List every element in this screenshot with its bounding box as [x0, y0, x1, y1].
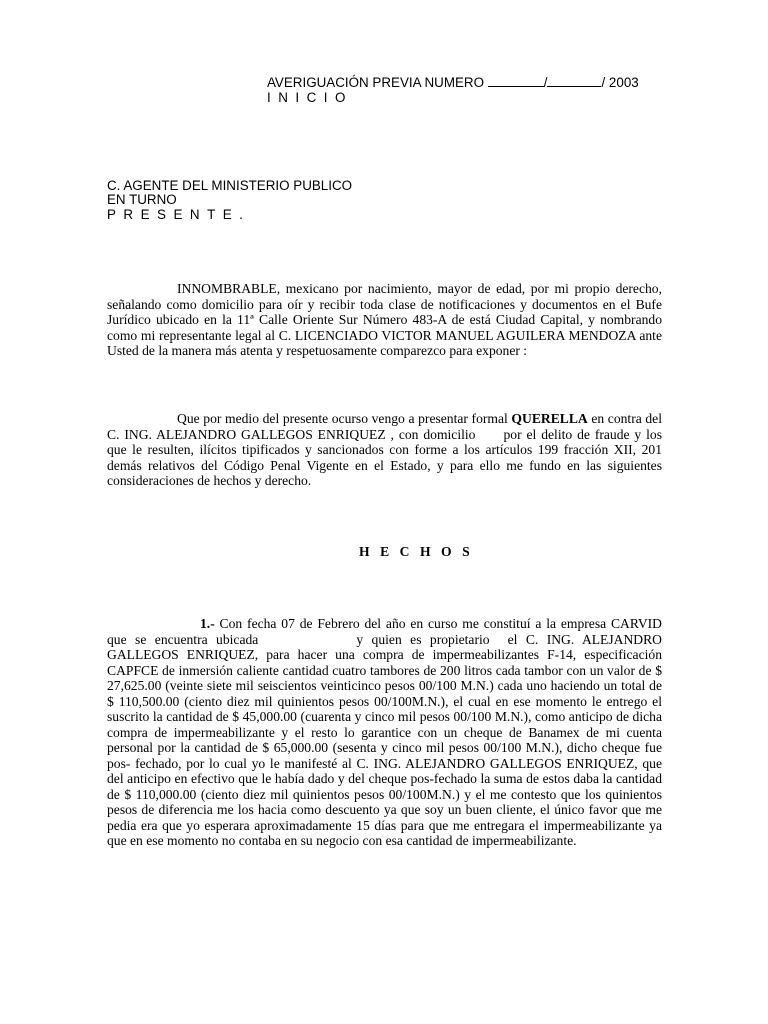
complaint-text-a: Que por medio del presente ocurso vengo a presentar formal [177, 411, 512, 426]
fact-text-c: el C. ING. ALEJANDRO GALLEGOS ENRIQUEZ, para hacer una compra de impermeabilizantes F-14, especificación CAPFCE de inmersión caliente cantidad cuatro tambores de 200 litros cada tambor con un valor de $ 27,625.00 (veinte siete mil seiscientos veinticinco pesos 00/100 M.N.) cada uno haciendo un total de $ 110,500.00 (ciento diez mil quinientos pesos 00/100M.N.), el cual en ese momento le entrego el suscrito la cantidad de $ 45,000.00 (cuarenta y cinco mil pesos 00/100 M.N.), como anticipo de dicha compra de impermeabilizante y el resto lo garantice con un cheque de Banamex de mi cuenta personal por la cantidad de $ 65,000.00 (sesenta y cinco mil pesos 00/100 M.N.), dicho cheque fue pos- fechado, por lo cual yo le manifesté al C. ING. ALEJANDRO GALLEGOS ENRIQUEZ, que del anticipo en efectivo que le había dado y del cheque pos-fechado la suma de estos daba la cantidad de $ 110,000.00 (ciento diez mil quinientos pesos 00/100M.N.) y el me contesto que los quinientos pesos de diferencia me los hacia como descuento ya que soy un buen cliente, el único favor que me pedia era que yo esperara aproximadamente 15 días para que me entregara el impermeabilizante ya que en ese momento no contaba en su negocio con esa cantidad de impermeabilizante. [107, 631, 662, 848]
fact-1-paragraph [107, 616, 662, 849]
case-number-blank-2 [547, 75, 601, 87]
fact-number: 1.- [200, 616, 215, 631]
intro-paragraph [107, 281, 662, 359]
addressee-line-2: EN TURNO [107, 192, 177, 207]
case-label: AVERIGUACIÓN PREVIA NUMERO [267, 75, 485, 90]
case-number-line [267, 75, 639, 90]
fact-text-b: y quien es propietario [356, 631, 490, 647]
intro-text: , mexicano por nacimiento, mayor de edad, por mi propio derecho, señalando como domicilio para oír y recibir toda clase de notificaciones y documentos en el Bufe Jurídico ubicado en la 11ª Calle Oriente Sur Número 483-A de está Ciudad Capital, y nombrando como mi representante legal al C. LICENCIADO VICTOR MANUEL AGUILERA MENDOZA ante Usted de la manera más atenta y respetuosamente comparezco para exponer : [107, 281, 662, 358]
fact-text-a: Con fecha 07 de Febrero del año en curso me constituí a la empresa CARVID que se encuentra ubicada [107, 616, 662, 647]
complaint-text-c: por el delito de fraude y los que le resulten, ilícitos tipificados y sancionados con forme a los artículos 199 fracción XII, 201 demás relativos del Código Penal Vigente en el Estado, y para ello me fundo en las siguientes consideraciones de hechos y derecho. [107, 426, 662, 488]
case-separator: / [543, 75, 548, 90]
complainant-name: INNOMBRABLE [177, 281, 277, 296]
case-number-blank-1 [488, 75, 544, 87]
case-year: / 2003 [601, 75, 639, 90]
querella-keyword: QUERELLA [511, 411, 588, 426]
complaint-paragraph [107, 411, 662, 489]
addressee-line-3: PRESENTE. [107, 207, 251, 222]
complaint-text-b: en contra del C. ING. ALEJANDRO GALLEGOS ENRIQUEZ , con domicilio [107, 411, 662, 442]
addressee-line-1: C. AGENTE DEL MINISTERIO PUBLICO [107, 178, 353, 193]
section-title-hechos: HECHOS [359, 544, 481, 559]
case-status: INICIO [267, 90, 353, 105]
